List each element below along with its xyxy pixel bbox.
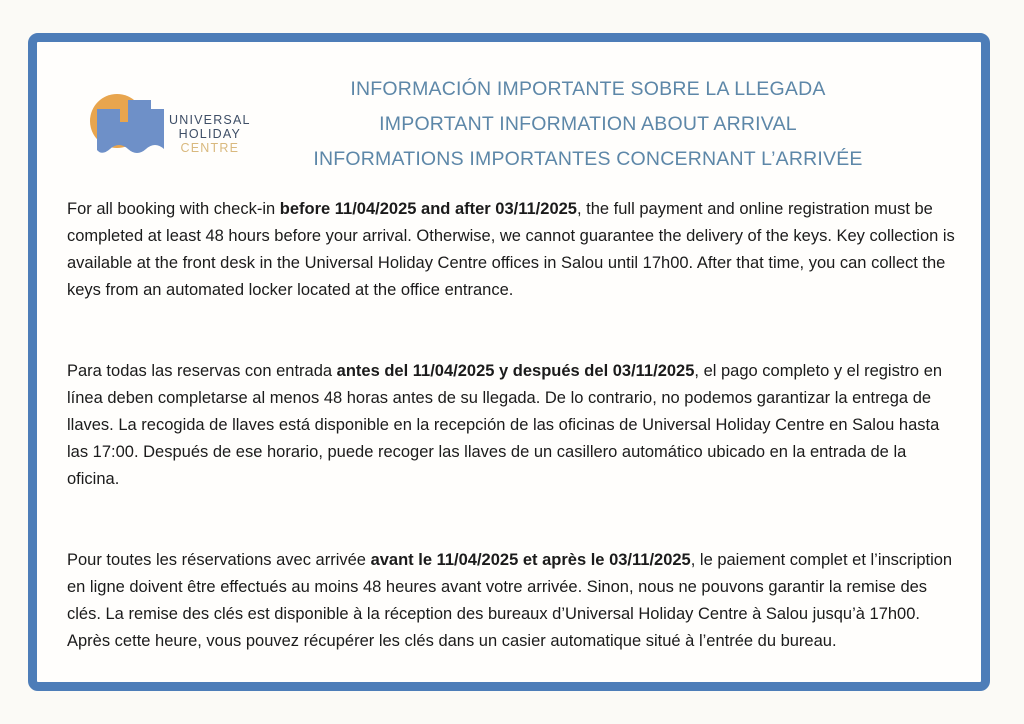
title-line-spanish: INFORMACIÓN IMPORTANTE SOBRE LA LLEGADA xyxy=(350,78,826,100)
paragraph-bold-dates: antes del 11/04/2025 y después del 03/11/2025 xyxy=(336,362,695,380)
paragraph-text: , le paiement complet et l’inscription en ligne doivent être effectués au moins 48 heures avant votre arrivée. Sinon, nous ne pouvons garantir la remise des clés. La remise des clés est disponible à la réception des bureaux d’Universal Holiday Centre à Salou jusqu’à 17h00. Après cette heure, vous pouvez récupérer les clés dans un casier automatique situé à l’entrée du bureau. xyxy=(67,551,953,650)
document-title xyxy=(227,72,949,177)
logo-text-universal: UNIVERSAL xyxy=(169,113,251,127)
paragraph-bold-dates: before 11/04/2025 and after 03/11/2025 xyxy=(279,200,577,218)
paragraph-french xyxy=(67,547,955,655)
paragraph-text: , the full payment and online registration must be completed at least 48 hours before your arrival. Otherwise, we cannot guarantee the delivery of the keys. Key collection is available at the front desk in the Universal Holiday Centre offices in Salou until 17h00. After that time, you can collect the keys from an automated locker located at the office entrance. xyxy=(67,200,955,299)
paragraph-text: For all booking with check-in xyxy=(67,200,280,218)
document-border-frame xyxy=(28,33,990,691)
paragraph-text: , el pago completo y el registro en línea deben completarse al menos 48 horas antes de su llegada. De lo contrario, no podemos garantizar la entrega de llaves. La recogida de llaves está disponible en la recepción de las oficinas de Universal Holiday Centre en Salou hasta las 17:00. Después de ese horario, puede recoger las llaves de un casillero automático ubicado en la entrada de la oficina. xyxy=(67,362,943,488)
title-line-english: IMPORTANT INFORMATION ABOUT ARRIVAL xyxy=(379,113,797,135)
paragraph-bold-dates: avant le 11/04/2025 et après le 03/11/2025 xyxy=(370,551,691,569)
sun-and-building-icon xyxy=(81,92,177,172)
logo-text-holiday: HOLIDAY xyxy=(178,127,241,141)
paragraph-spanish xyxy=(67,358,955,493)
title-line-french: INFORMATIONS IMPORTANTES CONCERNANT L’ARRIVÉE xyxy=(313,148,863,170)
logo-text-centre: CENTRE xyxy=(180,141,240,155)
document-body xyxy=(67,196,955,655)
paragraph-text: Pour toutes les réservations avec arrivée xyxy=(67,551,371,569)
paragraph-text: Para todas las reservas con entrada xyxy=(67,362,337,380)
paragraph-english xyxy=(67,196,955,304)
